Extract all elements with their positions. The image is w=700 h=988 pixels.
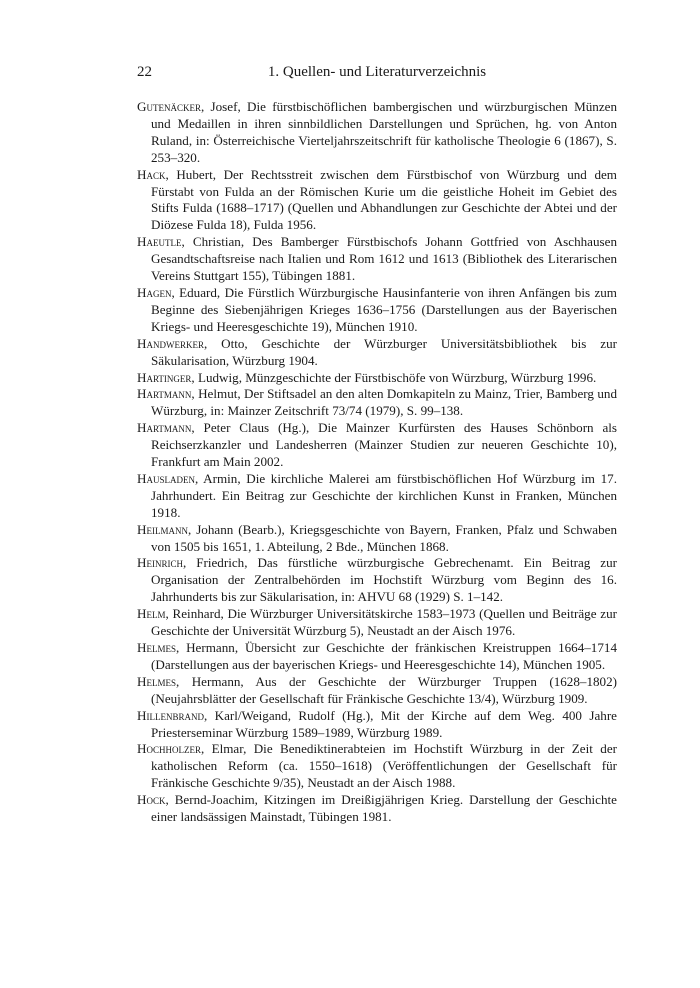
bibliography-entry <box>137 674 617 708</box>
entry-author: Hock <box>137 792 166 808</box>
bibliography-entry <box>137 370 617 387</box>
entry-author: Hartmann <box>137 386 192 402</box>
page-number: 22 <box>137 64 152 80</box>
bibliography-entry <box>137 708 617 742</box>
entry-text: , Karl/Weigand, Rudolf (Hg.), Mit der Kirche auf dem Weg. 400 Jahre Priesterseminar Würzburg 1589–1989, Würzburg 1989. <box>151 707 617 740</box>
entry-text: , Armin, Die kirchliche Malerei am fürstbischöflichen Hof Würzburg im 17. Jahrhundert. Ein Beitrag zur Geschichte der kirchlichen Kunst in Franken, München 1918. <box>151 470 617 520</box>
entry-author: Helmes <box>137 673 176 689</box>
entry-author: Heinrich <box>137 555 183 571</box>
bibliography-entry <box>137 792 617 826</box>
entry-author: Hillenbrand <box>137 707 204 723</box>
entry-author: Hartinger <box>137 369 192 385</box>
bibliography-entry <box>137 741 617 792</box>
entry-text: , Friedrich, Das fürstliche würzburgische Gebrechenamt. Ein Beitrag zur Organisation der Zentralbehörden im Hochstift Würzburg vom Beginn des 16. Jahrhunderts bis zur Säkularisation, in: AHVU 68 (1929) S. 1–142. <box>151 555 617 605</box>
entry-author: Hausladen <box>137 470 195 486</box>
bibliography-list <box>137 99 617 826</box>
entry-author: Hack <box>137 166 166 182</box>
bibliography-entry <box>137 234 617 285</box>
bibliography-entry <box>137 386 617 420</box>
bibliography-entry <box>137 606 617 640</box>
bibliography-entry <box>137 167 617 235</box>
entry-text: , Reinhard, Die Würzburger Universitätskirche 1583–1973 (Quellen und Beiträge zur Geschichte der Universität Würzburg 5), Neustadt an der Aisch 1976. <box>151 606 617 639</box>
entry-author: Hagen <box>137 284 172 300</box>
entry-author: Hartmann <box>137 420 192 436</box>
entry-author: Hochholzer <box>137 741 201 757</box>
entry-text: , Otto, Geschichte der Würzburger Universitätsbibliothek bis zur Säkularisation, Würzburg 1904. <box>151 335 617 368</box>
entry-text: , Christian, Des Bamberger Fürstbischofs Johann Gottfried von Aschhausen Gesandtschaftsreise nach Italien und Rom 1612 und 1613 (Bibliothek des Literarischen Vereins Stuttgart 155), Tübingen 1881. <box>151 234 617 284</box>
entry-author: Haeutle <box>137 234 182 250</box>
bibliography-entry <box>137 471 617 522</box>
entry-text: , Eduard, Die Fürstlich Würzburgische Hausinfanterie von ihren Anfängen bis zum Beginne des Siebenjährigen Krieges 1636–1756 (Darstellungen aus der Bayerischen Kriegs- und Heeresgeschichte 19), München 1910. <box>151 284 617 334</box>
bibliography-entry <box>137 555 617 606</box>
entry-author: Gutenäcker <box>137 99 201 114</box>
bibliography-entry <box>137 336 617 370</box>
entry-text: , Helmut, Der Stiftsadel an den alten Domkapiteln zu Mainz, Trier, Bamberg und Würzburg, in: Mainzer Zeitschrift 73/74 (1979), S. 99–138. <box>151 386 617 419</box>
page-header <box>137 62 617 82</box>
entry-author: Helm <box>137 606 166 622</box>
entry-text: , Bernd-Joachim, Kitzingen im Dreißigjährigen Krieg. Darstellung der Geschichte einer landsässigen Mainstadt, Tübingen 1981. <box>151 792 617 825</box>
running-head: 1. Quellen- und Literaturverzeichnis <box>267 64 487 80</box>
entry-text: , Johann (Bearb.), Kriegsgeschichte von Bayern, Franken, Pfalz und Schwaben von 1505 bis 1651, 1. Abteilung, 2 Bde., München 1868. <box>151 521 617 554</box>
entry-author: Heilmann <box>137 521 188 537</box>
bibliography-entry <box>137 640 617 674</box>
entry-author: Handwerker <box>137 335 204 351</box>
bibliography-entry <box>137 99 617 167</box>
entry-text: , Hermann, Übersicht zur Geschichte der fränkischen Kreistruppen 1664–1714 (Darstellungen aus der bayerischen Kriegs- und Heeresgeschichte 14), München 1905. <box>151 640 617 672</box>
entry-author: Helmes <box>137 640 176 655</box>
entry-text: , Ludwig, Münzgeschichte der Fürstbischöfe von Würzburg, Würzburg 1996. <box>191 369 597 385</box>
bibliography-entry <box>137 420 617 471</box>
bibliography-entry <box>137 285 617 336</box>
bibliography-entry <box>137 522 617 556</box>
entry-text: , Peter Claus (Hg.), Die Mainzer Kurfürsten des Hauses Schönborn als Reichserzkanzler und Landesherren (Mainzer Studien zur neueren Geschichte 10), Frankfurt am Main 2002. <box>151 420 617 470</box>
entry-text: , Elmar, Die Benediktinerabteien im Hochstift Würzburg in der Zeit der katholischen Reform (ca. 1550–1618) (Veröffentlichungen der Gesellschaft für Fränkische Geschichte 9/35), Neustadt an der Aisch 1988. <box>151 741 617 791</box>
entry-text: , Hermann, Aus der Geschichte der Würzburger Truppen (1628–1802) (Neujahrsblätter der Gesellschaft für Fränkische Geschichte 13/4), Würzburg 1909. <box>151 673 617 706</box>
entry-text: , Josef, Die fürstbischöflichen bambergischen und würzburgischen Münzen und Medaillen in ihren sinnbildlichen Darstellungen und Sprüchen, hg. von Anton Ruland, in: Österreichische Vierteljahrszeitschrift für katholische Theologie 6 (1867), S. 253–320. <box>151 99 617 165</box>
entry-text: , Hubert, Der Rechtsstreit zwischen dem Fürstbischof von Würzburg und dem Fürstabt von Fulda an der Römischen Kurie um die geistliche Hoheit im Gebiet des Stifts Fulda (1688–1717) (Quellen und Abhandlungen zur Geschichte der Abtei und der Diözese Fulda 18), Fulda 1956. <box>151 166 617 233</box>
